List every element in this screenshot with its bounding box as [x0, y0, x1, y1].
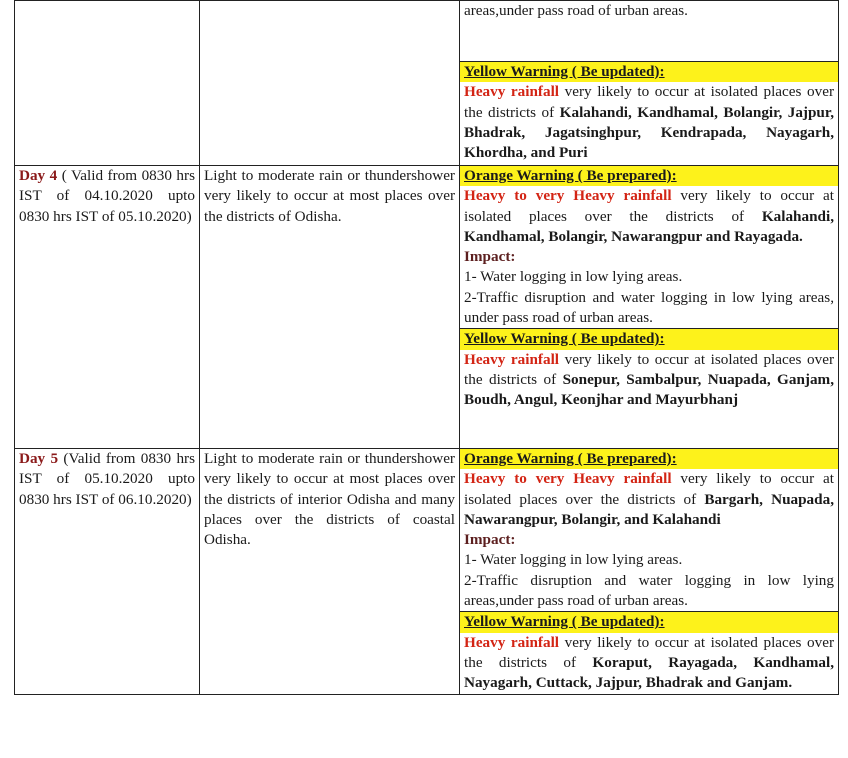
yellow-warning-hazard: Heavy rainfall	[464, 633, 560, 651]
yellow-warning-label: Yellow Warning ( Be updated):	[460, 612, 838, 632]
orange-warning-hazard: Heavy to very Heavy rainfall	[464, 470, 672, 488]
orange-warning-block	[464, 449, 834, 530]
orange-warning-block	[464, 166, 834, 247]
orange-warning-text: very likely to occur at isolated places over the districts of	[464, 187, 834, 225]
table-row-day3-continued	[15, 1, 839, 166]
warning-cell	[460, 1, 839, 166]
orange-warning-districts: Bargarh, Nuapada, Nawarangpur, Bolangir, and Kalahandi	[464, 490, 834, 528]
yellow-warning-hazard: Heavy rainfall	[464, 83, 560, 101]
yellow-warning-districts: Sonepur, Sambalpur, Nuapada, Ganjam, Boudh, Angul, Keonjhar and Mayurbhanj	[464, 370, 835, 409]
impact-item-2: 2-Traffic disruption and water logging in low lying areas, under pass road of urban areas.	[464, 288, 834, 327]
day5-label: Day 5	[19, 450, 59, 467]
yellow-warning-districts: Koraput, Rayagada, Kandhamal, Nayagarh, Cuttack, Jajpur, Bhadrak and Ganjam.	[464, 653, 835, 692]
yellow-warning-label: Yellow Warning ( Be updated):	[460, 62, 838, 82]
forecast-cell	[200, 1, 460, 166]
impact-item-1: 1- Water logging in low lying areas.	[464, 268, 683, 286]
impact-heading: Impact:	[464, 248, 516, 266]
yellow-warning-text: very likely to occur at isolated places over the districts of	[464, 350, 834, 388]
orange-warning-text: very likely to occur at isolated places over the districts of	[464, 470, 834, 508]
weather-warning-table	[14, 0, 839, 695]
day5-validity: (Valid from 0830 hrs IST of 05.10.2020 upto 0830 hrs IST of 06.10.2020)	[19, 450, 196, 508]
day4-validity: ( Valid from 0830 hrs IST of 04.10.2020 upto 0830 hrs IST of 05.10.2020)	[19, 167, 195, 225]
day4-cell	[15, 166, 200, 449]
impact-item-2: 2-Traffic disruption and water logging in low lying areas,under pass road of urban areas.	[464, 571, 834, 610]
yellow-warning-block	[460, 61, 838, 163]
orange-warning-label: Orange Warning ( Be prepared):	[460, 449, 838, 469]
day5-forecast: Light to moderate rain or thundershower very likely to occur at most places over the districts of interior Odisha and many places over the districts of coastal Odisha.	[200, 449, 460, 695]
day4-warning-cell	[460, 166, 839, 449]
table-row-day5	[15, 449, 839, 695]
yellow-warning-districts: Kalahandi, Kandhamal, Bolangir, Jajpur, Bhadrak, Jagatsinghpur, Kendrapada, Nayagarh, Khordha, and Puri	[464, 103, 835, 162]
impact-item-1: 1- Water logging in low lying areas.	[464, 551, 683, 569]
impact-continued: areas,under pass road of urban areas.	[464, 2, 688, 19]
day-cell	[15, 1, 200, 166]
orange-warning-districts: Kalahandi, Kandhamal, Bolangir, Nawarangpur and Rayagada.	[464, 207, 834, 245]
yellow-warning-hazard: Heavy rainfall	[464, 350, 560, 368]
orange-warning-hazard: Heavy to very Heavy rainfall	[464, 187, 672, 205]
orange-warning-label: Orange Warning ( Be prepared):	[460, 166, 838, 186]
yellow-warning-block	[460, 611, 838, 693]
table-row-day4	[15, 166, 839, 449]
yellow-warning-label: Yellow Warning ( Be updated):	[460, 329, 838, 349]
day4-forecast: Light to moderate rain or thundershower very likely to occur at most places over the districts of Odisha.	[200, 166, 460, 449]
yellow-warning-text: very likely to occur at isolated places over the districts of	[464, 633, 834, 671]
day4-label: Day 4	[19, 167, 58, 184]
yellow-warning-block	[460, 328, 838, 410]
day5-warning-cell	[460, 449, 839, 695]
day5-cell	[15, 449, 200, 695]
yellow-warning-text: very likely to occur at isolated places over the districts of	[464, 83, 834, 121]
impact-heading: Impact:	[464, 531, 516, 549]
